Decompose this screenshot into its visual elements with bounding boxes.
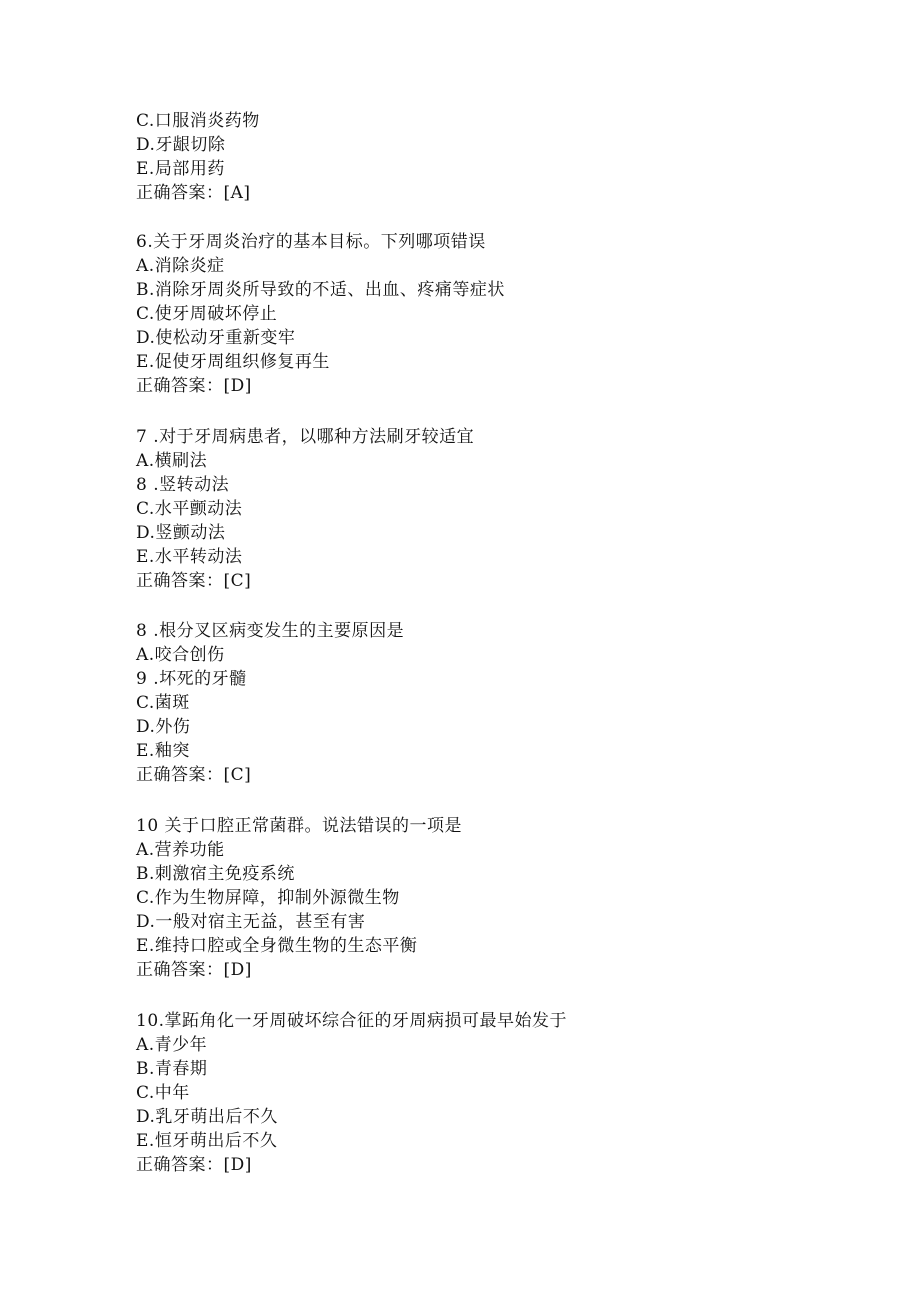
answer-line: 正确答案：[C] — [136, 765, 252, 785]
option-a: A.青少年 — [136, 1035, 208, 1055]
answer-line: 正确答案：[A] — [136, 183, 251, 203]
option-e: E.促使牙周组织修复再生 — [136, 352, 330, 372]
option-c: C.口服消炎药物 — [136, 111, 260, 131]
option-b: B.消除牙周炎所导致的不适、出血、疼痛等症状 — [136, 280, 505, 300]
option-e: E.釉突 — [136, 741, 190, 761]
option-b: B.青春期 — [136, 1059, 208, 1079]
option-c: C.菌斑 — [136, 693, 190, 713]
option-b: 9 .坏死的牙髓 — [136, 669, 247, 689]
option-a: A.横刷法 — [136, 451, 208, 471]
option-c: C.使牙周破坏停止 — [136, 304, 278, 324]
question-10b: 10.掌跖角化一牙周破坏综合征的牙周病损可最早始发于 — [136, 1011, 568, 1031]
option-e: E.水平转动法 — [136, 547, 243, 567]
question-10: 10 关于口腔正常菌群。说法错误的一项是 — [136, 816, 463, 836]
question-6: 6.关于牙周炎治疗的基本目标。下列哪项错误 — [136, 232, 486, 252]
option-c: C.中年 — [136, 1083, 190, 1103]
option-e: E.恒牙萌出后不久 — [136, 1131, 278, 1151]
answer-line: 正确答案：[D] — [136, 376, 252, 396]
option-d: D.竖颤动法 — [136, 523, 226, 543]
answer-line: 正确答案：[D] — [136, 960, 252, 980]
option-d: D.外伤 — [136, 717, 191, 737]
option-b: B.刺激宿主免疫系统 — [136, 864, 295, 884]
option-a: A.消除炎症 — [136, 256, 225, 276]
option-a: A.咬合创伤 — [136, 645, 225, 665]
question-8: 8 .根分叉区病变发生的主要原因是 — [136, 621, 405, 641]
option-d: D.一般对宿主无益，甚至有害 — [136, 912, 366, 932]
option-e: E.局部用药 — [136, 159, 225, 179]
option-d: D.使松动牙重新变牢 — [136, 328, 296, 348]
option-d: D.牙龈切除 — [136, 135, 226, 155]
option-b: 8 .竖转动法 — [136, 475, 230, 495]
option-a: A.营养功能 — [136, 840, 225, 860]
question-7: 7 .对于牙周病患者，以哪种方法刷牙较适宜 — [136, 427, 475, 447]
option-d: D.乳牙萌出后不久 — [136, 1107, 278, 1127]
option-e: E.维持口腔或全身微生物的生态平衡 — [136, 936, 418, 956]
option-c: C.作为生物屏障，抑制外源微生物 — [136, 888, 400, 908]
answer-line: 正确答案：[C] — [136, 571, 252, 591]
option-c: C.水平颤动法 — [136, 499, 243, 519]
answer-line: 正确答案：[D] — [136, 1155, 252, 1175]
